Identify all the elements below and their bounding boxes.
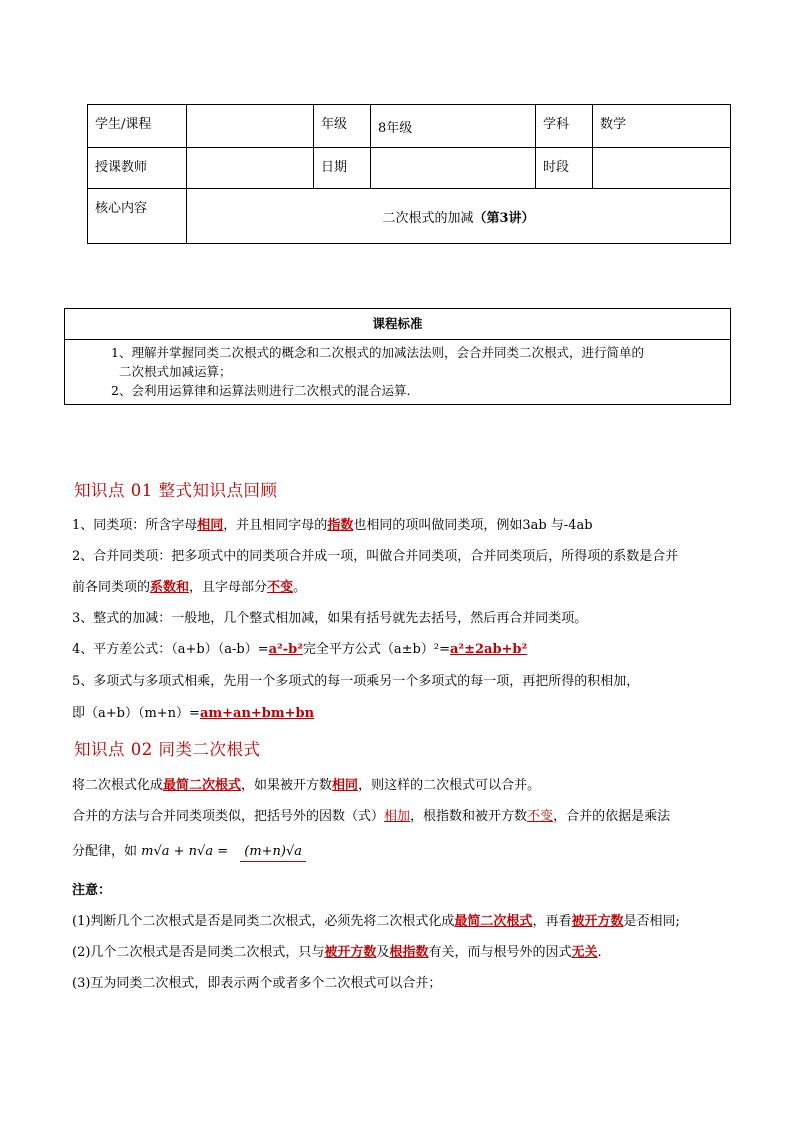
n1-text-c: ，再看 (532, 914, 572, 929)
period-label: 时段 (536, 148, 593, 189)
n2-text-a: (2)几个二次根式是否是同类二次根式，只与 (72, 945, 325, 960)
s1-line-1 (72, 514, 593, 533)
s1-l7-text-a: 即（a+b）（m+n）= (72, 706, 200, 721)
s1-l1-text-c: ，并且相同字母的 (223, 518, 328, 533)
standard-item-2: 2、会利用运算律和运算法则进行二次根式的混合运算. (111, 383, 411, 398)
s1-l3-key-coef-sum: 系数和 (150, 580, 190, 595)
s1-l5-diff-squares: a²-b² (268, 642, 303, 657)
core-content-label: 核心内容 (88, 189, 187, 244)
s2-p2-text-e: ，合并的依据是乘法 (553, 809, 671, 824)
subject-label: 学科 (536, 105, 593, 148)
s2-para-2 (72, 805, 670, 824)
s2-p2-text-c: ，根指数和被开方数 (410, 809, 528, 824)
course-standard-box (64, 308, 731, 405)
s1-l3-text-a: 前各同类项的 (72, 580, 151, 595)
subject-value: 数学 (593, 105, 731, 148)
n2-text-g: . (597, 945, 602, 960)
course-standard-body (65, 340, 730, 404)
period-value (593, 148, 731, 189)
grade-label: 年级 (314, 105, 371, 148)
s2-p3-text-a: 分配律，如 (72, 844, 138, 859)
s1-line-5 (72, 638, 527, 657)
core-topic: 二次根式的加减 (382, 210, 474, 226)
s2-p1-key-same: 相同 (332, 778, 359, 793)
n1-key-simplest: 最简二次根式 (454, 914, 533, 929)
teacher-label: 授课教师 (88, 148, 187, 189)
s2-p1-key-simplest: 最简二次根式 (163, 778, 242, 793)
s2-para-3 (72, 840, 306, 862)
student-course-label: 学生/课程 (88, 105, 187, 148)
n1-text-a: (1)判断几个二次根式是否是同类二次根式，必须先将二次根式化成 (72, 914, 455, 929)
teacher-value (187, 148, 314, 189)
s1-l1-text-a: 1、同类项：所含字母 (72, 518, 198, 533)
s1-l5-text-a: 4、平方差公式：（a+b）（a-b）= (72, 642, 269, 657)
note-title: 注意： (72, 883, 112, 898)
s2-para-1 (72, 774, 540, 793)
s2-p1-text-c: ，如果被开方数 (241, 778, 333, 793)
course-standard-title: 课程标准 (65, 309, 730, 340)
n1-text-e: 是否相同; (623, 914, 680, 929)
course-info-table (87, 104, 731, 244)
date-label: 日期 (314, 148, 371, 189)
student-course-value (187, 105, 314, 148)
s2-p1-text-a: 将二次根式化成 (72, 778, 164, 793)
s1-line-6: 5、多项式与多项式相乘，先用一个多项式的每一项乘另一个多项式的每一项，再把所得的积相加， (72, 674, 640, 689)
n2-key-irrelevant: 无关 (571, 945, 598, 960)
lecture-number: （第3讲） (473, 210, 535, 226)
note-1 (72, 910, 680, 929)
s1-line-2: 2、合并同类项：把多项式中的同类项合并成一项，叫做合并同类项，合并同类项后，所得项的系数是合并 (72, 549, 679, 564)
s1-l3-text-c: ，且字母部分 (189, 580, 268, 595)
core-content-value (187, 189, 731, 244)
s2-p1-text-e: ，则这样的二次根式可以合并。 (358, 778, 541, 793)
s1-l5-text-c: 完全平方公式（a±b）²= (302, 642, 450, 657)
section-2-title: 知识点 02 同类二次根式 (74, 740, 261, 759)
formula-answer (240, 844, 306, 862)
formula-rhs: (m+n)√a (244, 844, 303, 859)
date-value (371, 148, 536, 189)
n2-text-e: 有关，而与根号外的因式 (428, 945, 572, 960)
s1-line-4: 3、整式的加减：一般地，几个整式相加减，如果有括号就先去括号，然后再合并同类项。 (72, 611, 588, 626)
n2-key-radicand: 被开方数 (324, 945, 377, 960)
standard-item-1: 1、理解并掌握同类二次根式的概念和二次根式的加减法法则，会合并同类二次根式，进行简单的 (111, 345, 644, 360)
s2-p2-text-a: 合并的方法与合并同类项类似，把括号外的因数（式） (72, 809, 385, 824)
s2-p2-key-unchanged: 不变 (527, 809, 554, 824)
formula-lhs: m√a + n√a = (141, 844, 229, 859)
standard-item-1-cont: 二次根式加减运算； (119, 364, 232, 379)
note-2 (72, 941, 602, 960)
s1-line-7 (72, 702, 314, 721)
s1-l3-key-unchanged: 不变 (267, 580, 294, 595)
s2-p2-key-add: 相加 (384, 809, 411, 824)
s1-l1-key-exponent: 指数 (327, 518, 354, 533)
grade-value: 8年级 (371, 105, 536, 148)
s1-l3-text-e: 。 (293, 580, 307, 595)
n2-text-c: 及 (376, 945, 390, 960)
n1-key-radicand: 被开方数 (571, 914, 624, 929)
s1-l1-text-e: 也相同的项叫做同类项，例如3ab 与-4ab (353, 518, 593, 533)
section-1-title: 知识点 01 整式知识点回顾 (74, 481, 278, 500)
n2-key-index: 根指数 (389, 945, 429, 960)
note-3: (3)互为同类二次根式，即表示两个或者多个二次根式可以合并； (72, 976, 442, 991)
s1-line-3 (72, 576, 306, 595)
s1-l5-perfect-square: a²±2ab+b² (449, 642, 528, 657)
s1-l1-key-same: 相同 (197, 518, 224, 533)
s1-l7-result: am+an+bm+bn (199, 706, 315, 721)
